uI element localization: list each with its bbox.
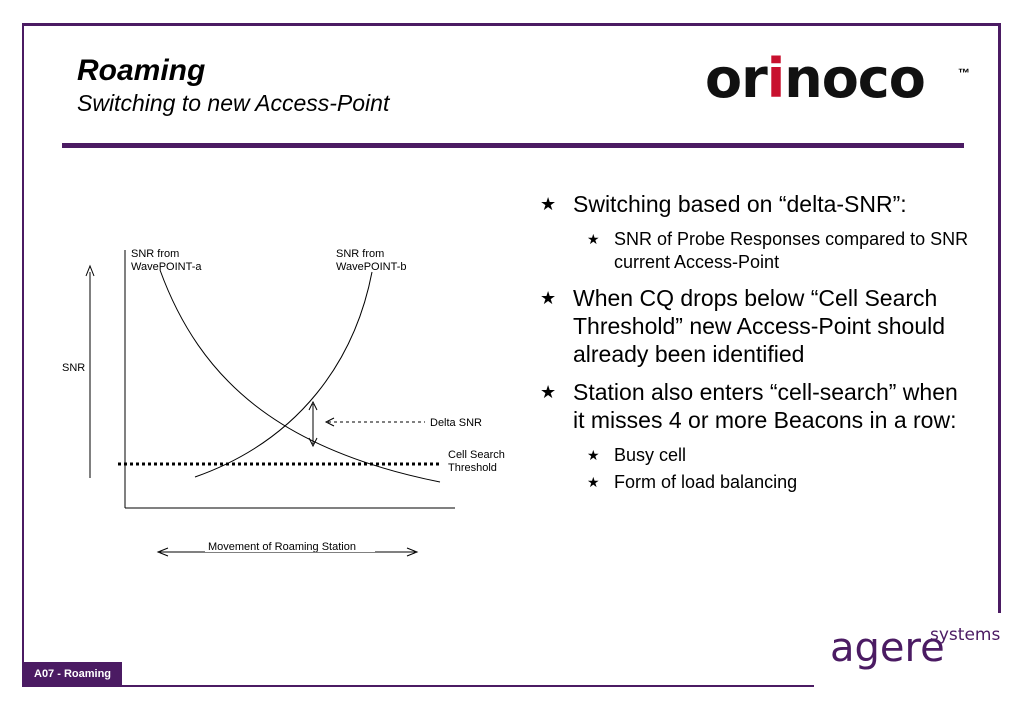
frame-top-border xyxy=(22,23,1001,26)
movement-label: Movement of Roaming Station xyxy=(208,541,356,553)
threshold-label-line2: Threshold xyxy=(448,462,497,474)
star-bullet-icon: ★ xyxy=(587,474,600,490)
bullet-list xyxy=(540,190,970,504)
bullet-text: When CQ drops below “Cell Search Threshold” new Access-Point should already been identified xyxy=(573,285,946,367)
sub-bullet-text: Busy cell xyxy=(614,445,687,465)
star-bullet-icon: ★ xyxy=(540,382,557,402)
bullet-item xyxy=(540,378,970,434)
bullet-text: Switching based on “delta-SNR”: xyxy=(573,191,907,217)
bullet-item xyxy=(540,284,970,368)
label-snr-b-line2: WavePOINT-b xyxy=(336,261,407,273)
bullet-text: Station also enters “cell-search” when it misses 4 or more Beacons in a row: xyxy=(573,379,958,433)
roaming-snr-diagram xyxy=(40,240,530,570)
label-snr-a-line2: WavePOINT-a xyxy=(131,261,202,273)
sub-bullet-item xyxy=(587,471,970,494)
threshold-label-line1: Cell Search xyxy=(448,449,505,461)
bullet-item xyxy=(540,190,970,218)
slide-title: Roaming xyxy=(77,54,206,87)
agere-logo: agere xyxy=(830,625,945,671)
frame-right-border xyxy=(998,23,1001,613)
y-axis-label: SNR xyxy=(62,362,86,374)
slide-subtitle: Switching to new Access-Point xyxy=(77,90,390,116)
frame-left-border xyxy=(22,23,24,687)
trademark-mark: ™ xyxy=(958,66,970,80)
title-divider xyxy=(62,143,964,148)
star-bullet-icon: ★ xyxy=(540,288,557,308)
footer-section-tab: A07 - Roaming xyxy=(22,662,122,687)
sub-bullet-text: SNR of Probe Responses compared to SNR current Access-Point xyxy=(614,229,969,272)
orinoco-logo: orinoco xyxy=(705,47,925,110)
sub-bullet-text: Form of load balancing xyxy=(614,472,798,492)
star-bullet-icon: ★ xyxy=(540,194,557,214)
star-bullet-icon: ★ xyxy=(587,231,600,247)
sub-bullet-item xyxy=(587,228,970,274)
label-snr-a-line1: SNR from xyxy=(131,248,180,260)
frame-bottom-border xyxy=(22,685,814,687)
sub-bullet-item xyxy=(587,444,970,467)
curve-wavepoint-a xyxy=(160,270,440,482)
agere-systems-wordmark: systems xyxy=(930,625,1001,645)
delta-snr-label: Delta SNR xyxy=(430,417,482,429)
star-bullet-icon: ★ xyxy=(587,447,600,463)
label-snr-b-line1: SNR from xyxy=(336,248,385,260)
